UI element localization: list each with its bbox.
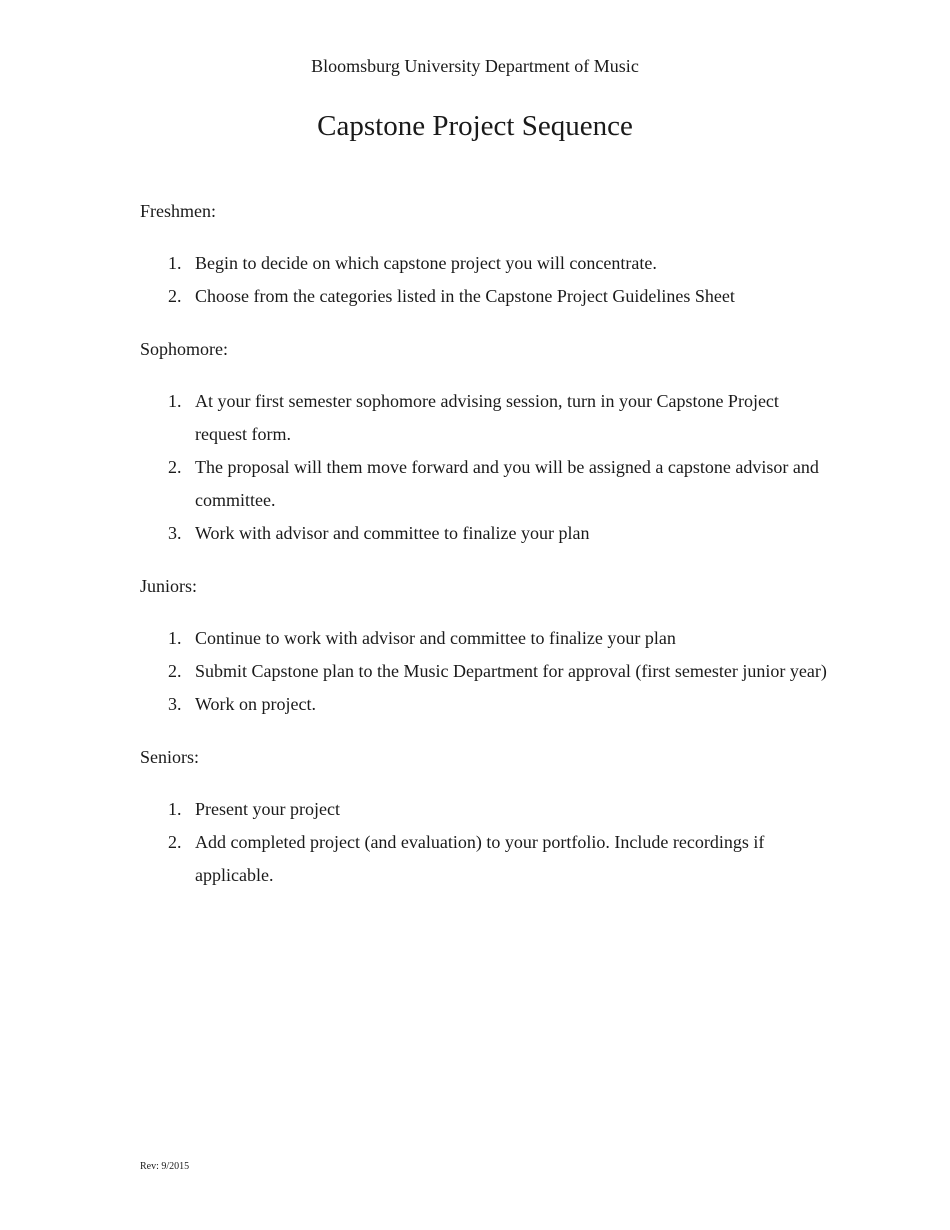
- item-number: 2.: [168, 661, 182, 681]
- step-list: [140, 793, 830, 892]
- section-sophomore: [140, 337, 830, 550]
- section-heading: Sophomore:: [140, 339, 228, 359]
- list-item: [140, 655, 830, 688]
- section-freshmen: [140, 199, 830, 313]
- item-number: 1.: [168, 799, 182, 819]
- list-item: [140, 247, 830, 280]
- section-juniors: [140, 574, 830, 721]
- item-number: 3.: [168, 694, 182, 714]
- item-text: Choose from the categories listed in the Capstone Project Guidelines Sheet: [195, 286, 735, 306]
- item-number: 1.: [168, 391, 182, 411]
- step-list: [140, 622, 830, 721]
- department-name: Bloomsburg University Department of Music: [311, 56, 639, 76]
- item-text: Submit Capstone plan to the Music Department for approval (first semester junior year): [195, 661, 827, 681]
- sequence-content: [140, 199, 830, 916]
- list-item: [140, 622, 830, 655]
- section-heading: Freshmen:: [140, 201, 216, 221]
- list-item: [140, 280, 830, 313]
- list-item: [140, 793, 830, 826]
- list-item: [140, 385, 830, 451]
- item-number: 2.: [168, 457, 182, 477]
- item-text: The proposal will them move forward and you will be assigned a capstone advisor and committee.: [195, 457, 819, 510]
- section-heading: Seniors:: [140, 747, 200, 767]
- item-text: Work with advisor and committee to finalize your plan: [195, 523, 590, 543]
- item-number: 3.: [168, 523, 182, 543]
- item-text: Present your project: [195, 799, 340, 819]
- item-number: 1.: [168, 253, 182, 273]
- revision-note: Rev: 9/2015: [140, 1161, 190, 1172]
- step-list: [140, 385, 830, 550]
- item-number: 2.: [168, 832, 182, 852]
- step-list: [140, 247, 830, 313]
- section-seniors: [140, 745, 830, 892]
- section-heading: Juniors:: [140, 576, 198, 596]
- item-text: Continue to work with advisor and committee to finalize your plan: [195, 628, 676, 648]
- item-text: Add completed project (and evaluation) to your portfolio. Include recordings if applicable.: [195, 832, 765, 885]
- page-title: Capstone Project Sequence: [317, 110, 633, 142]
- list-item: [140, 451, 830, 517]
- list-item: [140, 688, 830, 721]
- list-item: [140, 826, 830, 892]
- list-item: [140, 517, 830, 550]
- item-text: Begin to decide on which capstone project you will concentrate.: [195, 253, 657, 273]
- item-number: 2.: [168, 286, 182, 306]
- item-number: 1.: [168, 628, 182, 648]
- item-text: At your first semester sophomore advising session, turn in your Capstone Project request form.: [195, 391, 779, 444]
- item-text: Work on project.: [195, 694, 317, 714]
